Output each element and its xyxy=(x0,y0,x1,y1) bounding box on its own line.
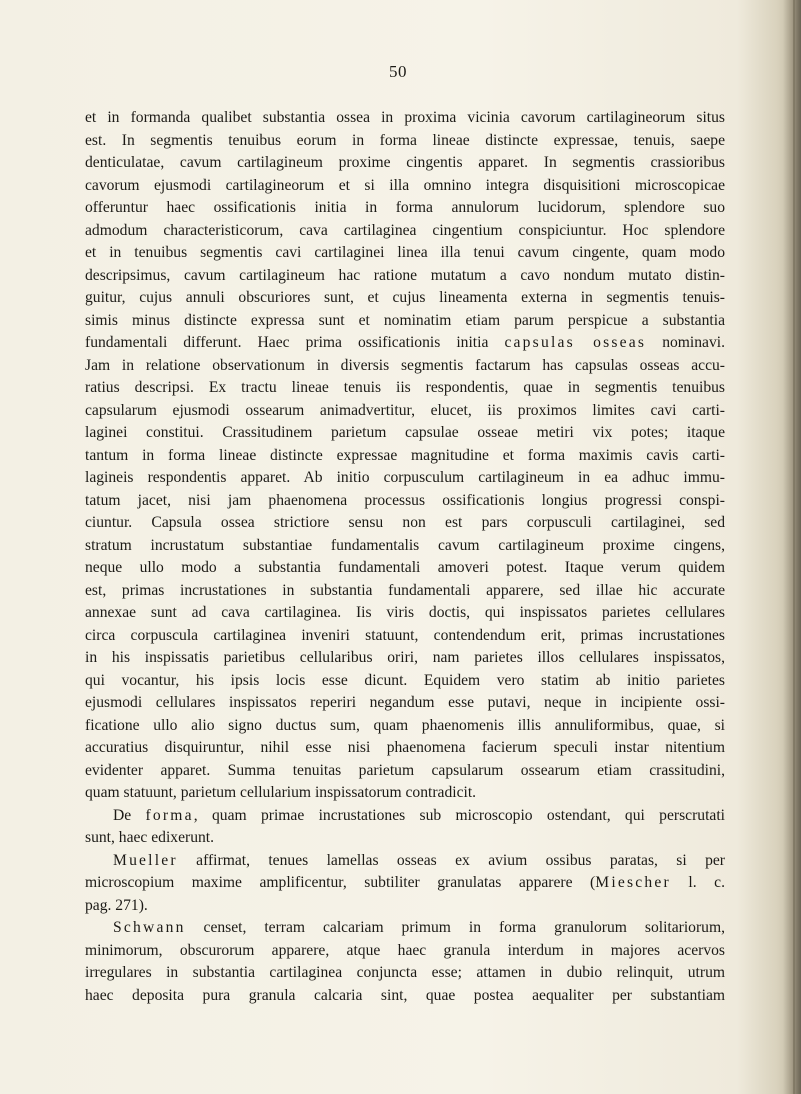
text-line: annexae sunt ad cava cartilaginea. Iis viris doctis, qui inspissatos parietes cellulares xyxy=(85,604,725,621)
text-line: laginei constitui. Crassitudinem parietum capsulae osseae metiri vix potes; itaque xyxy=(85,424,725,441)
text-line: ciuntur. Capsula ossea strictiore sensu non est pars corpusculi cartilaginei, sed xyxy=(85,514,725,531)
spaced-name: Schwann xyxy=(113,919,186,936)
text-line xyxy=(85,805,725,828)
spaced-name: forma xyxy=(145,806,194,824)
text-line: haec deposita pura granula calcaria sint, quae postea aequaliter per substantiam xyxy=(85,986,725,1004)
text-line xyxy=(85,850,725,873)
text-line: et in formanda qualibet substantia ossea in proxima vicinia cavorum cartilagineorum situs xyxy=(85,109,725,126)
text-line: simis minus distincte expressa sunt et nominatim etiam parum perspicue a substantia xyxy=(85,311,725,329)
page-number: 50 xyxy=(389,62,407,81)
text-line: est, primas incrustationes in substantia fundamentali apparere, sed illae hic accurate xyxy=(85,581,725,599)
text-segment: l. c. xyxy=(670,874,725,891)
text-line: est. In segmentis tenuibus eorum in forma lineae distincte expressae, tenuis, saepe xyxy=(85,131,725,149)
text-line: ficatione ullo alio signo ductus sum, quam phaenomenis illis annuliformibus, quae, si xyxy=(85,716,725,734)
text-line: evidenter apparet. Summa tenuitas parietum capsularum ossearum etiam crassitudini, xyxy=(85,761,725,779)
text-line: qui vocantur, his ipsis locis esse dicunt. Equidem vero statim ab initio parietes xyxy=(85,671,725,689)
text-segment: nominavi. xyxy=(646,334,725,351)
text-line: tatum jacet, nisi jam phaenomena processus ossificationis longius progressi conspi- xyxy=(85,491,725,509)
text-line: descripsimus, cavum cartilagineum hac ratione mutatum a cavo nondum mutato distin- xyxy=(85,266,725,284)
text-line: irregulares in substantia cartilaginea conjuncta esse; attamen in dubio relinquit, utrum xyxy=(85,964,725,981)
text-segment: fundamentali differunt. Haec prima ossificationis initia xyxy=(85,334,505,351)
text-line xyxy=(85,332,725,355)
text-line: tantum in forma lineae distincte expressae magnitudine et forma maximis cavis carti- xyxy=(85,446,725,464)
text-line: offeruntur haec ossificationis initia in forma annulorum lucidorum, splendore suo xyxy=(85,199,725,216)
text-line: stratum incrustatum substantiae fundamentalis cavum cartilagineum proxime cingens, xyxy=(85,536,725,554)
text-segment: , quam primae incrustationes sub microscopio ostendant, qui perscrutati xyxy=(193,806,725,824)
text-line: pag. 271). xyxy=(85,896,148,914)
text-line: Jam in relatione observationum in diversis segmentis factarum has capsulas osseas accu- xyxy=(85,356,725,374)
text-segment: affirmat, tenues lamellas osseas ex avium ossibus paratas, si per xyxy=(177,851,725,869)
spaced-name: Miescher xyxy=(595,874,671,891)
page-edge-shadow xyxy=(783,0,801,1094)
text-segment: De xyxy=(113,806,146,824)
text-line xyxy=(85,872,725,895)
text-line: accuratius disquiruntur, nihil esse nisi phaenomena facierum speculi instar nitentium xyxy=(85,739,725,756)
text-line: denticulatae, cavum cartilagineum proxime cingentis apparet. In segmentis crassioribus xyxy=(85,154,725,171)
text-segment: censet, terram calcariam primum in forma granulorum solitariorum, xyxy=(185,919,725,936)
text-line xyxy=(85,917,725,940)
text-line: in his inspissatis parietibus cellularibus oriri, nam parietes illos cellulares inspissatos, xyxy=(85,649,725,666)
text-line: ejusmodi cellulares inspissatos reperiri negandum esse putavi, neque in incipiente ossi- xyxy=(85,694,725,711)
text-line: admodum characteristicorum, cava cartilaginea cingentium conspiciuntur. Hoc splendore xyxy=(85,221,725,239)
page-edge-line xyxy=(793,0,795,1094)
body-text xyxy=(85,107,725,1007)
text-line: lagineis respondentis apparet. Ab initio corpusculum cartilagineum in ea adhuc immu- xyxy=(85,469,725,486)
text-line: neque ullo modo a substantia fundamentali amoveri potest. Itaque verum quidem xyxy=(85,559,725,576)
text-line: capsularum ejusmodi ossearum animadvertitur, elucet, iis proximos limites cavi carti- xyxy=(85,401,725,419)
text-segment: microscopium maxime amplificentur, subtiliter granulatas apparere ( xyxy=(85,874,596,891)
text-line: et in tenuibus segmentis cavi cartilaginei linea illa tenui cavum cingente, quam modo xyxy=(85,244,725,261)
text-line: sunt, haec edixerunt. xyxy=(85,829,215,846)
text-line: quam statuunt, parietum cellularium inspissatorum contradicit. xyxy=(85,784,477,801)
text-line: cavorum ejusmodi cartilagineorum et si illa omnino integra disquisitioni microscopicae xyxy=(85,176,725,194)
text-line: ratius descripsi. Ex tractu lineae tenuis iis respondentis, quae in segmentis tenuibus xyxy=(85,379,725,396)
text-line: minimorum, obscurorum apparere, atque haec granula interdum in majores acervos xyxy=(85,941,725,959)
text-line: guitur, cujus annuli obscuriores sunt, et cujus lineamenta externa in segmentis tenuis- xyxy=(85,289,725,306)
spaced-name: Mueller xyxy=(113,851,178,869)
text-line: circa corpuscula cartilaginea inveniri statuunt, contendendum erit, primas incrustationes xyxy=(85,626,725,644)
spaced-name: capsulas osseas xyxy=(504,334,647,351)
